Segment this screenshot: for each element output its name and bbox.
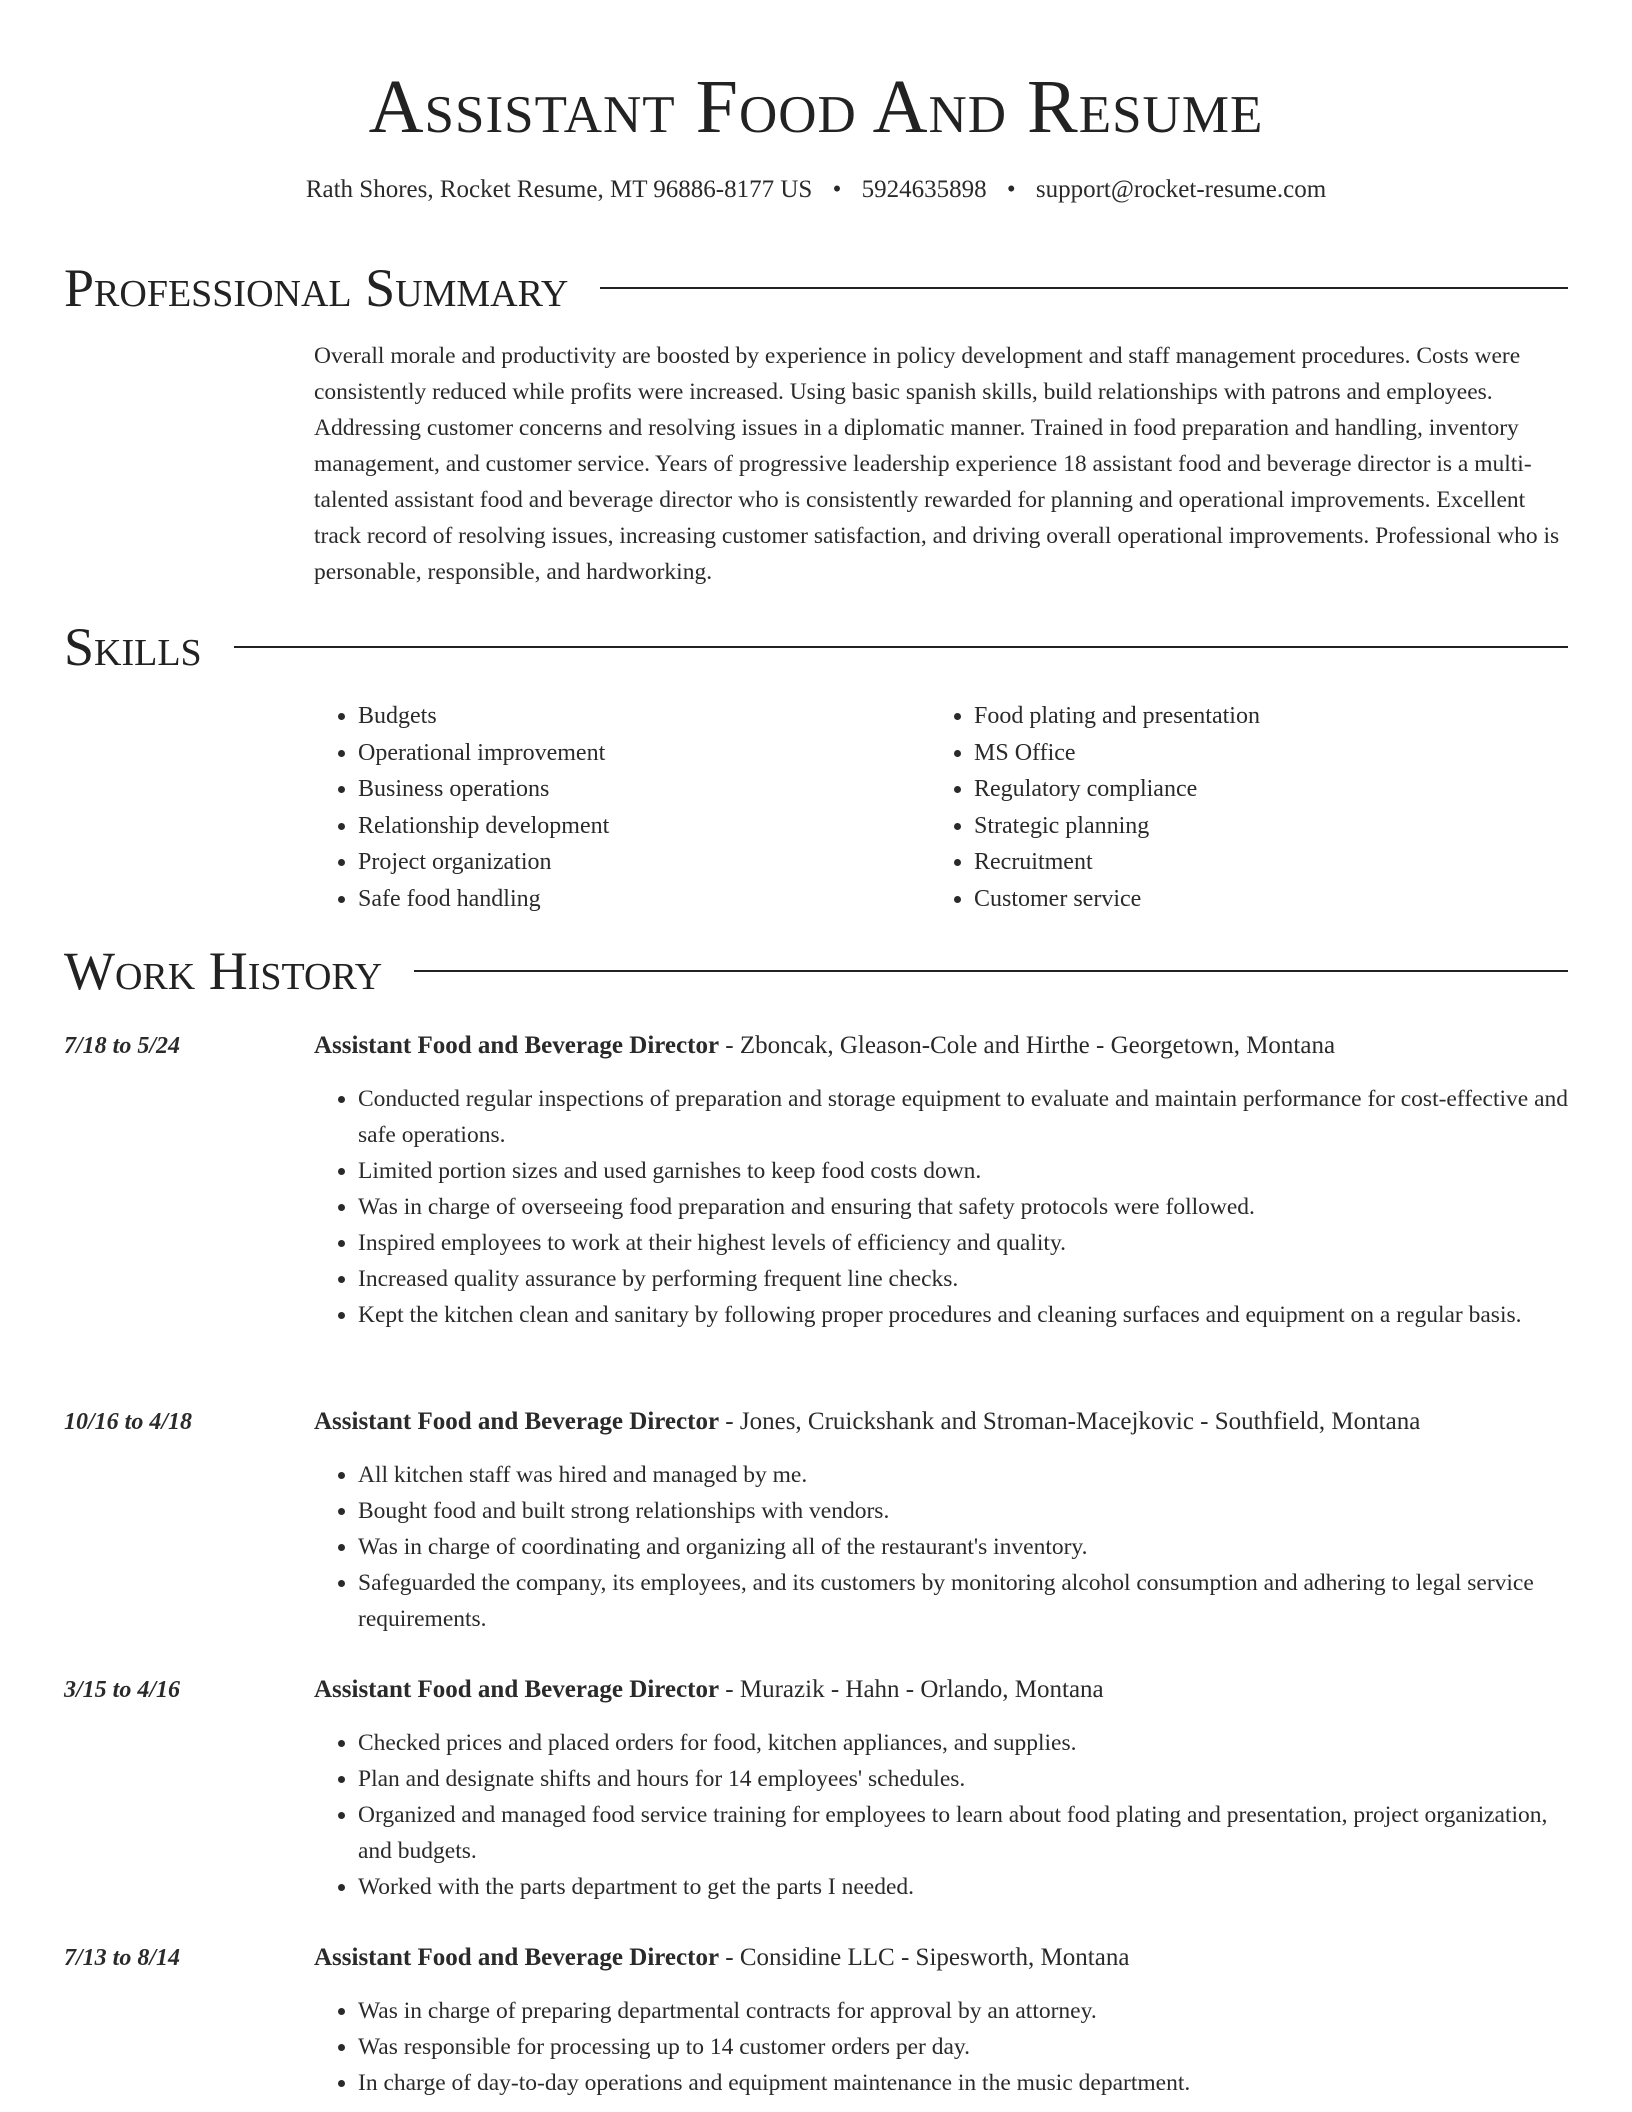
work-history-section-heading [64,941,1568,1001]
job-bullet: • In charge of day-to-day operations and equipment maintenance in the music department. [358,2065,1568,2101]
job-bullets [314,1457,1568,1637]
skill-item: • Budgets [358,698,930,735]
skill-item: • Relationship development [358,808,930,845]
summary-section-heading [64,258,1568,318]
job-bullet: • Plan and designate shifts and hours for 14 employees' schedules. [358,1761,1568,1797]
work-history-title: Work History [64,941,383,1001]
contact-phone: 5924635898 [861,176,987,203]
job-bullet: • Was in charge of coordinating and organizing all of the restaurant's inventory. [358,1529,1568,1565]
resume-name: Assistant Food And Resume [368,65,1264,149]
job-employer: - Jones, Cruickshank and Stroman-Macejkovic - Southfield, Montana [719,1408,1421,1435]
section-divider [414,970,1568,972]
skills-title: Skills [64,617,202,677]
skills-column-right [930,698,1546,917]
skill-item: • Project organization [358,844,930,881]
skill-item: • Safe food handling [358,881,930,918]
job-title: Assistant Food and Beverage Director [314,1676,720,1703]
job-bullet: • Safeguarded the company, its employees, and its customers by monitoring alcohol consumption and adhering to legal service requirements. [358,1565,1568,1637]
skill-item: • Recruitment [974,844,1546,881]
job-bullet: • Conducted regular inspections of preparation and storage equipment to evaluate and maintain performance for cost-effective and safe operations. [358,1081,1568,1153]
job-bullet: • Was responsible for processing up to 14 customer orders per day. [358,2029,1568,2065]
summary-title: Professional Summary [64,258,569,318]
job-dates: 7/18 to 5/24 [64,1033,181,1059]
skill-item: • Customer service [974,881,1546,918]
job-employer: - Murazik - Hahn - Orlando, Montana [719,1676,1104,1703]
job-bullet: • Bought food and built strong relationships with vendors. [358,1493,1568,1529]
job-employer: - Considine LLC - Sipesworth, Montana [719,1944,1130,1971]
job-bullet: • All kitchen staff was hired and managed by me. [358,1457,1568,1493]
job-bullet: • Was in charge of overseeing food preparation and ensuring that safety protocols were followed. [358,1189,1568,1225]
job-bullets [314,1081,1568,1333]
skill-item: • Operational improvement [358,735,930,772]
job-title: Assistant Food and Beverage Director [314,1944,720,1971]
summary-text: Overall morale and productivity are boosted by experience in policy development and staff management procedures. Costs were consistently reduced while profits were increased. Using basic spanish skills, build relationships with patrons and employees. Addressing customer concerns and resolving issues in a diplomatic manner. Trained in food preparation and handling, inventory management, and customer service. Years of progressive leadership experience 18 assistant food and beverage director is a multi-talented assistant food and beverage director who is consistently rewarded for planning and operational improvements. Excellent track record of resolving issues, increasing customer satisfaction, and driving overall operational improvements. Professional who is personable, responsible, and hardworking. [314,343,1560,585]
section-divider [600,287,1568,289]
contact-separator: • [1006,176,1016,203]
job-dates: 3/15 to 4/16 [64,1677,181,1703]
job-bullet: • Worked with the parts department to get the parts I needed. [358,1869,1568,1905]
skills-section-heading [64,617,1568,677]
job-heading [314,1941,1568,1975]
job-bullet: • Limited portion sizes and used garnishes to keep food costs down. [358,1153,1568,1189]
job-bullet: • Inspired employees to work at their highest levels of efficiency and quality. [358,1225,1568,1261]
skill-item: • MS Office [974,735,1546,772]
contact-line [0,175,1632,205]
skill-item: • Food plating and presentation [974,698,1546,735]
skills-list [314,698,1568,917]
job-dates: 10/16 to 4/18 [64,1409,193,1435]
job-bullet: • Kept the kitchen clean and sanitary by following proper procedures and cleaning surfaces and equipment on a regular basis. [358,1297,1568,1333]
job-heading [314,1405,1568,1439]
job-bullets [314,1993,1568,2101]
skill-item: • Regulatory compliance [974,771,1546,808]
job-title: Assistant Food and Beverage Director [314,1032,720,1059]
job-title: Assistant Food and Beverage Director [314,1408,720,1435]
section-divider [234,646,1568,648]
job-bullets [314,1725,1568,1905]
job-heading [314,1029,1568,1063]
skill-item: • Strategic planning [974,808,1546,845]
contact-email[interactable]: support@rocket-resume.com [1035,176,1327,203]
skill-item: • Business operations [358,771,930,808]
job-employer: - Zboncak, Gleason-Cole and Hirthe - Georgetown, Montana [719,1032,1336,1059]
contact-address: Rath Shores, Rocket Resume, MT 96886-8177 US [305,176,813,203]
job-dates: 7/13 to 8/14 [64,1945,181,1971]
contact-separator: • [832,176,842,203]
job-heading [314,1673,1568,1707]
job-bullet: • Increased quality assurance by performing frequent line checks. [358,1261,1568,1297]
job-bullet: • Organized and managed food service training for employees to learn about food plating and presentation, project organization, and budgets. [358,1797,1568,1869]
skills-column-left [314,698,930,917]
job-bullet: • Was in charge of preparing departmental contracts for approval by an attorney. [358,1993,1568,2029]
job-bullet: • Checked prices and placed orders for food, kitchen appliances, and supplies. [358,1725,1568,1761]
